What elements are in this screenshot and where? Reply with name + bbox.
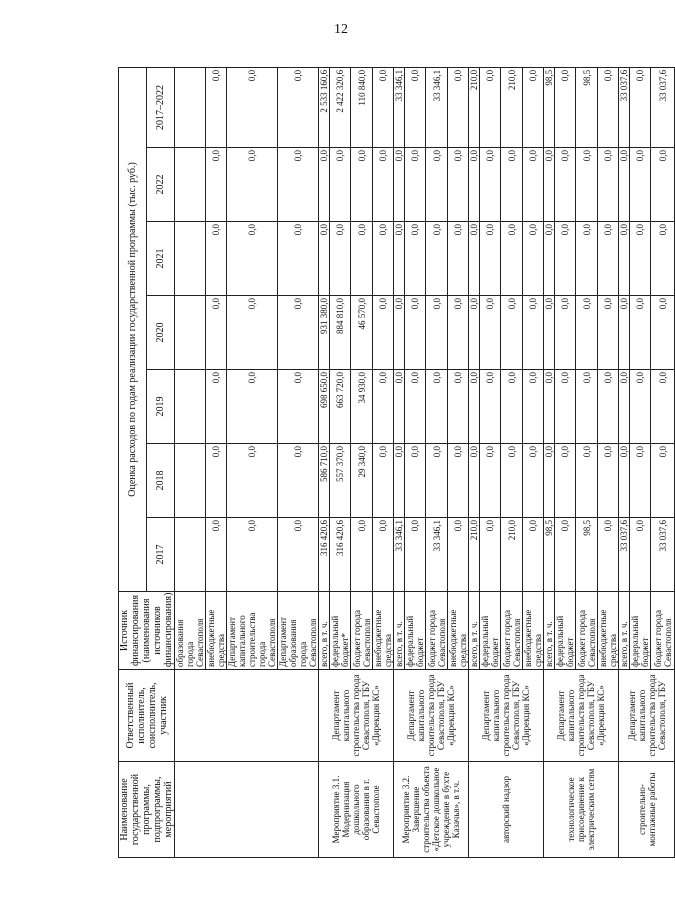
program-name-cell: Мероприятие 3.2. Завершение строительства объекта «Детское дошкольное учреждение в бухте Казачья», в т.ч. (394, 762, 469, 858)
value-cell: 0,0 (278, 370, 319, 444)
value-cell: 0,0 (523, 148, 544, 222)
value-cell: 0,0 (651, 222, 675, 296)
value-cell: 0,0 (523, 370, 544, 444)
source-cell: внебюджетные средства (523, 592, 544, 670)
value-cell: 0,0 (278, 296, 319, 370)
source-cell: всего, в т. ч. (619, 592, 630, 670)
value-cell: 0,0 (227, 148, 278, 222)
col-header-source: Источник финансирования (наименования источников финансирования) (119, 592, 175, 670)
value-cell: 0,0 (206, 296, 227, 370)
table-row (619, 67, 630, 857)
value-cell: 0,0 (448, 296, 469, 370)
value-cell: 0,0 (227, 296, 278, 370)
value-cell: 0,0 (523, 222, 544, 296)
value-cell: 0,0 (630, 444, 651, 518)
value-cell: 0,0 (544, 370, 555, 444)
value-cell (175, 67, 206, 147)
source-cell: федеральный бюджет* (330, 592, 351, 670)
value-cell: 0,0 (630, 370, 651, 444)
value-cell: 0,0 (351, 148, 373, 222)
value-cell: 0,0 (651, 444, 675, 518)
value-cell: 210,0 (501, 67, 523, 147)
header-row (119, 67, 147, 857)
value-cell: 0,0 (630, 222, 651, 296)
value-cell: 0,0 (227, 67, 278, 147)
value-cell: 0,0 (373, 444, 394, 518)
table-row (319, 67, 330, 857)
value-cell: 0,0 (576, 444, 598, 518)
value-cell: 316 420,6 (319, 518, 330, 592)
value-cell: 0,0 (405, 370, 426, 444)
value-cell: 0,0 (630, 148, 651, 222)
value-cell (175, 370, 206, 444)
source-cell: бюджет города Севастополя (501, 592, 523, 670)
responsible-cell: Департамент капитального строительства города Севастополя, ГБУ «Дирекция КС» (394, 670, 469, 762)
value-cell: 0,0 (278, 222, 319, 296)
value-cell: 0,0 (555, 444, 576, 518)
value-cell: 0,0 (448, 222, 469, 296)
value-cell: 2 533 160,6 (319, 67, 330, 147)
value-cell: 931 380,0 (319, 296, 330, 370)
value-cell: 98,5 (576, 518, 598, 592)
value-cell: 0,0 (576, 370, 598, 444)
value-cell: 0,0 (480, 67, 501, 147)
value-cell: 0,0 (469, 370, 480, 444)
value-cell: 0,0 (544, 296, 555, 370)
budget-table-rotated (118, 68, 673, 858)
source-cell: бюджет города Севастополя (351, 592, 373, 670)
value-cell: 0,0 (598, 296, 619, 370)
value-cell: 884 810,0 (330, 296, 351, 370)
value-cell: 0,0 (426, 148, 448, 222)
value-cell: 34 930,0 (351, 370, 373, 444)
value-cell: 0,0 (523, 67, 544, 147)
value-cell: 0,0 (373, 222, 394, 296)
value-cell: 0,0 (544, 444, 555, 518)
value-cell: 0,0 (330, 222, 351, 296)
source-cell: федеральный бюджет (555, 592, 576, 670)
value-cell: 210,0 (469, 518, 480, 592)
value-cell: 0,0 (351, 222, 373, 296)
value-cell: 0,0 (394, 148, 405, 222)
value-cell: 0,0 (480, 296, 501, 370)
value-cell: 0,0 (544, 148, 555, 222)
value-cell: 0,0 (206, 222, 227, 296)
value-cell: 0,0 (426, 444, 448, 518)
source-cell: Департамент образования города Севастополя (278, 592, 319, 670)
value-cell: 0,0 (469, 222, 480, 296)
table-row (544, 67, 555, 857)
value-cell: 0,0 (651, 148, 675, 222)
value-cell: 0,0 (426, 296, 448, 370)
value-cell: 0,0 (469, 296, 480, 370)
value-cell: 0,0 (523, 518, 544, 592)
table-row (394, 67, 405, 857)
value-cell: 33 346,1 (426, 518, 448, 592)
value-cell: 0,0 (227, 222, 278, 296)
value-cell (175, 296, 206, 370)
responsible-cell: Департамент капитального строительства города Севастополя, ГБУ «Дирекция КС» (469, 670, 544, 762)
source-cell: бюджет города Севастополя (576, 592, 598, 670)
value-cell: 0,0 (373, 296, 394, 370)
value-cell: 0,0 (373, 518, 394, 592)
value-cell: 0,0 (619, 148, 630, 222)
value-cell: 0,0 (351, 518, 373, 592)
value-cell: 0,0 (330, 148, 351, 222)
value-cell: 0,0 (651, 296, 675, 370)
value-cell: 0,0 (206, 444, 227, 518)
year-header: 2022 (147, 148, 175, 222)
value-cell: 0,0 (480, 370, 501, 444)
value-cell: 0,0 (619, 222, 630, 296)
source-cell: всего, в т. ч. (319, 592, 330, 670)
responsible-cell: Департамент капитального строительства города Севастополя, ГБУ «Дирекция КС» (319, 670, 394, 762)
value-cell: 0,0 (405, 296, 426, 370)
value-cell: 698 650,0 (319, 370, 330, 444)
responsible-cell: Департамент капитального строительства города Севастополя, ГБУ «Дирекция КС» (544, 670, 619, 762)
value-cell (175, 444, 206, 518)
value-cell: 0,0 (576, 296, 598, 370)
year-header: 2021 (147, 222, 175, 296)
value-cell: 0,0 (598, 518, 619, 592)
source-cell: Департамент капитального строительства города Севастополя (227, 592, 278, 670)
source-cell: всего, в т. ч. (394, 592, 405, 670)
value-cell: 0,0 (394, 444, 405, 518)
source-cell: внебюджетные средства (206, 592, 227, 670)
col-header-responsible: Ответственный исполнитель, соисполнитель, участник (119, 670, 175, 762)
source-cell: внебюджетные средства (598, 592, 619, 670)
value-cell: 0,0 (480, 148, 501, 222)
value-cell: 586 710,0 (319, 444, 330, 518)
value-cell: 0,0 (448, 444, 469, 518)
value-cell (175, 222, 206, 296)
program-name-cell: Мероприятие 3.1. Модернизация дошкольного образования в г. Севастополе (319, 762, 394, 858)
program-name-cell: технологическое присоединение к электрическим сетям (544, 762, 619, 858)
table-row (175, 67, 206, 857)
value-cell: 0,0 (598, 370, 619, 444)
value-cell: 0,0 (405, 518, 426, 592)
value-cell: 110 840,0 (351, 67, 373, 147)
value-cell: 0,0 (426, 370, 448, 444)
value-cell: 98,5 (544, 67, 555, 147)
value-cell: 0,0 (319, 222, 330, 296)
value-cell: 0,0 (448, 148, 469, 222)
source-cell: внебюджетные средства (373, 592, 394, 670)
value-cell: 0,0 (480, 518, 501, 592)
value-cell: 210,0 (469, 67, 480, 147)
value-cell: 0,0 (405, 222, 426, 296)
source-cell: федеральный бюджет (480, 592, 501, 670)
value-cell: 0,0 (448, 370, 469, 444)
source-cell: бюджет города Севастополя (651, 592, 675, 670)
value-cell: 98,5 (576, 67, 598, 147)
value-cell: 0,0 (278, 67, 319, 147)
value-cell: 0,0 (651, 370, 675, 444)
value-cell: 0,0 (480, 444, 501, 518)
value-cell: 0,0 (448, 67, 469, 147)
value-cell: 2 422 320,6 (330, 67, 351, 147)
page-number: 12 (334, 22, 348, 37)
value-cell: 0,0 (501, 222, 523, 296)
value-cell: 557 370,0 (330, 444, 351, 518)
col-header-name: Наименование государственной программы, подпрограммы, мероприятий (119, 762, 175, 858)
value-cell: 29 340,0 (351, 444, 373, 518)
source-cell: бюджет города Севастополя (426, 592, 448, 670)
value-cell: 0,0 (469, 444, 480, 518)
value-cell: 0,0 (394, 222, 405, 296)
col-header-estimate: Оценка расходов по годам реализации государственной программы (тыс. руб.) (119, 67, 147, 591)
value-cell: 0,0 (206, 370, 227, 444)
value-cell: 0,0 (619, 444, 630, 518)
value-cell: 663 720,0 (330, 370, 351, 444)
source-cell: федеральный бюджет (630, 592, 651, 670)
value-cell: 0,0 (598, 222, 619, 296)
value-cell: 0,0 (206, 67, 227, 147)
value-cell: 0,0 (501, 370, 523, 444)
value-cell: 0,0 (555, 370, 576, 444)
value-cell: 0,0 (278, 444, 319, 518)
value-cell: 0,0 (501, 148, 523, 222)
value-cell: 0,0 (394, 296, 405, 370)
value-cell: 0,0 (598, 67, 619, 147)
value-cell: 210,0 (501, 518, 523, 592)
value-cell: 0,0 (598, 444, 619, 518)
value-cell: 0,0 (555, 222, 576, 296)
value-cell: 0,0 (278, 148, 319, 222)
value-cell: 33 037,6 (619, 518, 630, 592)
value-cell: 0,0 (405, 444, 426, 518)
value-cell: 0,0 (373, 370, 394, 444)
value-cell: 0,0 (523, 444, 544, 518)
value-cell: 0,0 (227, 370, 278, 444)
value-cell: 33 037,6 (651, 67, 675, 147)
value-cell: 46 570,0 (351, 296, 373, 370)
value-cell: 98,5 (544, 518, 555, 592)
value-cell: 0,0 (576, 222, 598, 296)
value-cell: 0,0 (448, 518, 469, 592)
value-cell (175, 518, 206, 592)
value-cell: 0,0 (227, 444, 278, 518)
table-row (469, 67, 480, 857)
value-cell: 0,0 (227, 518, 278, 592)
value-cell: 33 346,1 (426, 67, 448, 147)
value-cell: 0,0 (555, 296, 576, 370)
value-cell: 0,0 (206, 148, 227, 222)
source-cell: всего, в т. ч. (544, 592, 555, 670)
year-header: 2020 (147, 296, 175, 370)
value-cell: 0,0 (373, 148, 394, 222)
responsible-cell (175, 670, 319, 762)
year-header: 2017–2022 (147, 67, 175, 147)
value-cell: 33 037,6 (619, 67, 630, 147)
value-cell: 0,0 (405, 148, 426, 222)
value-cell: 0,0 (555, 67, 576, 147)
value-cell: 0,0 (206, 518, 227, 592)
source-cell: образования города Севастополя (175, 592, 206, 670)
value-cell: 33 346,1 (394, 67, 405, 147)
value-cell: 0,0 (426, 222, 448, 296)
value-cell: 0,0 (619, 296, 630, 370)
value-cell: 33 037,6 (651, 518, 675, 592)
source-cell: всего, в т. ч. (469, 592, 480, 670)
year-header: 2017 (147, 518, 175, 592)
budget-table (118, 67, 675, 858)
value-cell: 0,0 (576, 148, 598, 222)
program-name-cell: авторский надзор (469, 762, 544, 858)
value-cell: 0,0 (619, 370, 630, 444)
value-cell: 33 346,1 (394, 518, 405, 592)
value-cell: 0,0 (630, 67, 651, 147)
value-cell: 0,0 (555, 148, 576, 222)
value-cell: 0,0 (501, 444, 523, 518)
year-header: 2019 (147, 370, 175, 444)
value-cell: 0,0 (405, 67, 426, 147)
value-cell: 0,0 (319, 148, 330, 222)
value-cell: 0,0 (544, 222, 555, 296)
program-name-cell: строительно-монтажные работы (619, 762, 675, 858)
source-cell: федеральный бюджет (405, 592, 426, 670)
value-cell: 0,0 (630, 296, 651, 370)
value-cell: 0,0 (630, 518, 651, 592)
value-cell: 0,0 (598, 148, 619, 222)
value-cell: 316 420,6 (330, 518, 351, 592)
value-cell: 0,0 (394, 370, 405, 444)
value-cell: 0,0 (480, 222, 501, 296)
value-cell: 0,0 (555, 518, 576, 592)
value-cell: 0,0 (523, 296, 544, 370)
responsible-cell: Департамент капитального строительства города Севастополя, ГБУ (619, 670, 675, 762)
value-cell: 0,0 (469, 148, 480, 222)
value-cell: 0,0 (501, 296, 523, 370)
program-name-cell (175, 762, 319, 858)
source-cell: внебюджетные средства (448, 592, 469, 670)
value-cell: 0,0 (278, 518, 319, 592)
value-cell (175, 148, 206, 222)
year-header: 2018 (147, 444, 175, 518)
value-cell: 0,0 (373, 67, 394, 147)
